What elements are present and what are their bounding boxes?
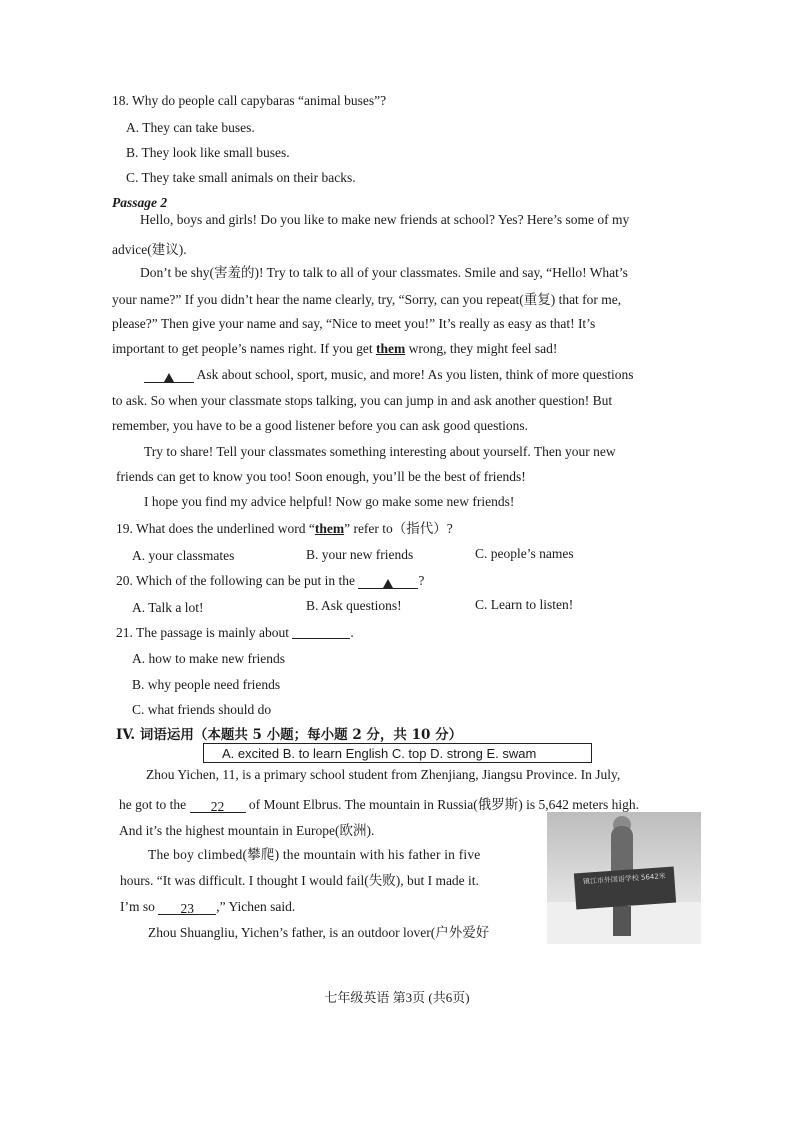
passage-text: ,” Yichen said.: [216, 899, 296, 914]
q19-stem: [116, 520, 453, 538]
answer-blank-22: 22: [190, 798, 246, 813]
passage-line: Hello, boys and girls! Do you like to make new friends at school? Yes? Here’s some of my: [140, 212, 630, 227]
mountain-photo: [547, 812, 701, 944]
q19-option-b: B. your new friends: [306, 547, 414, 562]
passage-line: remember, you have to be a good listener before you can ask good questions.: [112, 418, 528, 433]
q20-option-c: C. Learn to listen!: [475, 597, 574, 612]
passage-text: of Mount Elbrus. The mountain in Russia(俄罗斯) is 5,642 meters high.: [248, 797, 639, 812]
passage-text: wrong, they might feel sad!: [408, 341, 558, 356]
q20-stem: [116, 572, 424, 590]
q21-stem: [116, 624, 354, 642]
passage-line: friends can get to know you too! Soon enough, you’ll be the best of friends!: [116, 469, 526, 484]
q21-option-b: B. why people need friends: [132, 677, 281, 692]
passage-line: your name?” If you didn’t hear the name clearly, try, “Sorry, can you repeat(重复) that for me,: [112, 292, 622, 307]
passage-line: [144, 366, 633, 384]
passage-line: please?” Then give your name and say, “Nice to meet you!” It’s really as easy as that! It’s: [112, 316, 596, 331]
answer-blank-23: 23: [158, 900, 216, 915]
answer-blank: [292, 624, 350, 639]
q21-stem-text: 21. The passage is mainly about: [116, 625, 289, 640]
passage-line: The boy climbed(攀爬) the mountain with his father in five: [148, 847, 481, 862]
q20-stem-text: 20. Which of the following can be put in the: [116, 573, 355, 588]
q19-word: them: [314, 521, 345, 536]
passage-line: Don’t be shy(害羞的)! Try to talk to all of your classmates. Smile and say, “Hello! What’s: [140, 265, 628, 280]
photo-banner-text: 镇江市外国语学校 5642米: [582, 872, 667, 886]
photo-banner: [574, 867, 676, 910]
passage-line: [120, 898, 295, 916]
passage-text: Ask about school, sport, music, and more! As you listen, think of more questions: [196, 367, 634, 382]
passage-line: Zhou Yichen, 11, is a primary school student from Zhenjiang, Jiangsu Province. In July,: [146, 767, 621, 782]
q19-stem-text: 19. What does the underlined word “: [116, 521, 315, 536]
page-footer: 七年级英语 第3页 (共6页): [324, 990, 470, 1005]
passage-text: he got to the: [119, 797, 187, 812]
word-options: A. excited B. to learn English C. top D. strong E. swam: [222, 746, 537, 761]
passage-line: Try to share! Tell your classmates something interesting about yourself. Then your new: [144, 444, 616, 459]
answer-blank: [358, 574, 418, 589]
q18-option-a: A. They can take buses.: [126, 120, 255, 135]
q19-option-a: A. your classmates: [132, 548, 235, 563]
q21-stem-end: .: [350, 625, 354, 640]
q20-stem-end: ?: [418, 573, 425, 588]
q21-option-c: C. what friends should do: [132, 702, 272, 717]
q18-option-b: B. They look like small buses.: [126, 145, 290, 160]
passage-line: to ask. So when your classmate stops talking, you can jump in and ask another question! But: [112, 393, 613, 408]
passage-line: And it’s the highest mountain in Europe(欧洲).: [119, 823, 375, 838]
photo-person-legs: [613, 906, 631, 936]
passage-text: I’m so: [120, 899, 155, 914]
q19-stem-text: ” refer to（指代）?: [344, 521, 453, 536]
q18-stem: 18. Why do people call capybaras “animal buses”?: [112, 93, 387, 108]
answer-blank-20: [144, 368, 194, 383]
q19-option-c: C. people’s names: [475, 546, 574, 561]
passage-line: [112, 340, 557, 358]
underlined-word-them: them: [375, 341, 406, 356]
q21-option-a: A. how to make new friends: [132, 651, 285, 666]
section-heading: IV. 词语运用（本题共 5 小题；每小题 2 分，共 10 分）: [116, 727, 463, 743]
triangle-icon: [164, 373, 174, 382]
passage-line: I hope you find my advice helpful! Now go make some new friends!: [144, 494, 515, 509]
passage-title: Passage 2: [112, 195, 168, 210]
passage-line: Zhou Shuangliu, Yichen’s father, is an outdoor lover(户外爱好: [148, 925, 490, 940]
passage-text: important to get people’s names right. If you get: [112, 341, 373, 356]
q20-option-a: A. Talk a lot!: [132, 600, 204, 615]
q18-option-c: C. They take small animals on their backs.: [126, 170, 356, 185]
passage-line: advice(建议).: [112, 242, 187, 257]
q20-option-b: B. Ask questions!: [306, 598, 402, 613]
triangle-icon: [383, 579, 393, 588]
passage-line: hours. “It was difficult. I thought I would fail(失败), but I made it.: [120, 873, 479, 888]
